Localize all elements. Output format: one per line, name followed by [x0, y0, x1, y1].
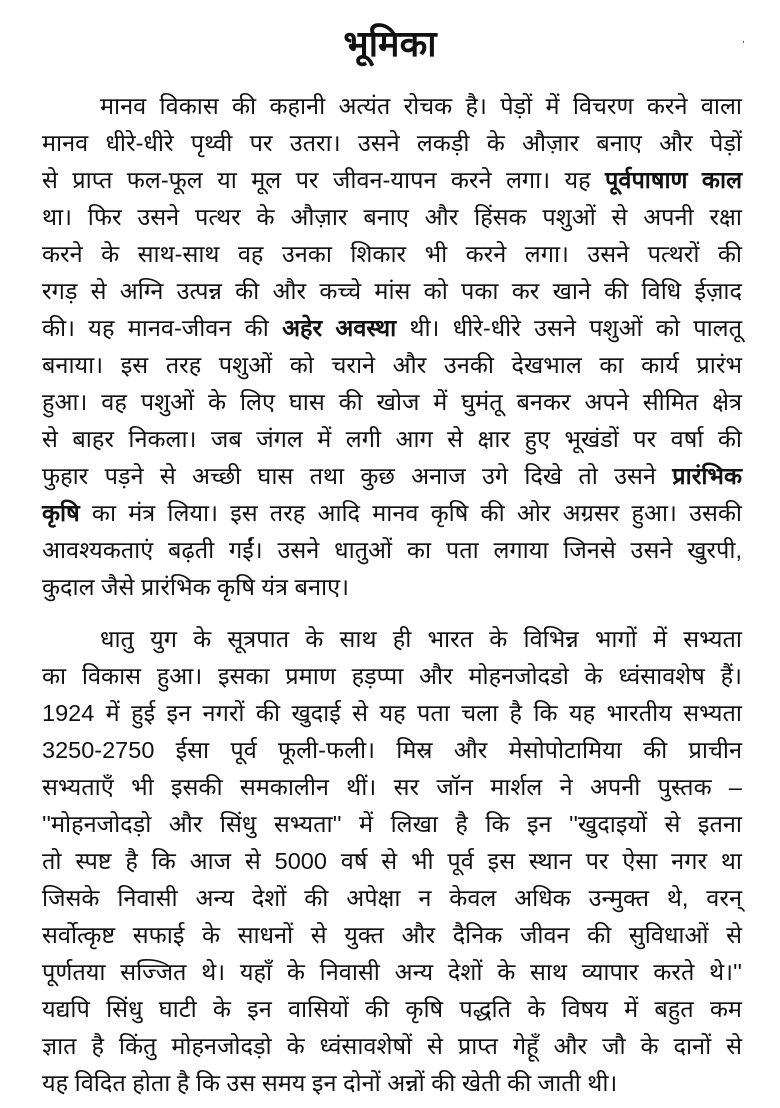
text-segment: तो स्पष्ट है कि आज से 5000 वर्ष से भी पूर्व इस स्थान पर ऐसा नगर था	[42, 848, 742, 874]
text-line	[42, 991, 742, 1028]
page-title: भूमिका	[343, 23, 437, 64]
text-segment: धातु युग के सूत्रपात के साथ ही भारत के विभिन्न भागों में सभ्यता	[100, 626, 742, 652]
text-line	[42, 421, 742, 458]
text-segment: ''मोहनजोदड़ो और सिंधु सभ्यता'' में लिखा है कि इन ''खुदाइयों से इतना	[42, 811, 742, 837]
text-segment: यद्यपि सिंधु घाटी के इन वासियों की कृषि पद्धति के विषय में बहुत कम	[42, 996, 742, 1022]
text-segment: मानव धीरे-धीरे पृथ्वी पर उतरा। उसने लकड़ी के औज़ार बनाए और पेड़ों	[42, 130, 742, 156]
text-segment: का विकास हुआ। इसका प्रमाण हड़प्पा और मोहनजोदडो के ध्वंसावशेष हैं।	[42, 663, 742, 689]
text-line	[42, 384, 742, 421]
text-line	[42, 695, 742, 732]
text-line	[42, 532, 742, 569]
text-segment: फुहार पड़ने से अच्छी घास तथा कुछ अनाज उगे दिखे तो उसने	[42, 463, 673, 489]
paragraph-2	[42, 621, 742, 1102]
text-line	[42, 495, 742, 532]
text-line	[42, 347, 742, 384]
text-segment: जिसके निवासी अन्य देशों की अपेक्षा न केवल अधिक उन्मुक्त थे, वरन्	[42, 885, 742, 911]
text-segment: का मंत्र लिया। इस तरह आदि मानव कृषि की ओर अग्रसर हुआ। उसकी	[79, 500, 742, 526]
text-line	[42, 273, 742, 310]
text-segment: था। फिर उसने पत्थर के औज़ार बनाए और हिंसक पशुओं से अपनी रक्षा	[42, 204, 742, 230]
bold-term: अहेर अवस्था	[282, 315, 397, 341]
text-line	[42, 88, 742, 125]
text-segment: से प्राप्त फल-फूल या मूल पर जीवन-यापन करने लगा। यह	[42, 167, 606, 193]
text-segment: पूर्णतया सज्जित थे। यहाँ के निवासी अन्य देशों के साथ व्यापार करते थे।''	[42, 959, 742, 985]
text-line	[42, 658, 742, 695]
text-segment: 3250-2750 ईसा पूर्व फूली-फली। मिस्र और मेसोपोटामिया की प्राचीन	[42, 737, 742, 763]
paragraph-1	[42, 88, 742, 606]
bold-term: कृषि	[42, 500, 80, 526]
text-segment: बनाया। इस तरह पशुओं को चराने और उनकी देखभाल का कार्य प्रारंभ	[42, 352, 742, 378]
text-line	[42, 1028, 742, 1065]
text-segment: मानव विकास की कहानी अत्यंत रोचक है। पेड़ों में विचरण करने वाला	[100, 93, 742, 119]
text-line	[42, 125, 742, 162]
text-line	[42, 621, 742, 658]
text-segment: ज्ञात है किंतु मोहनजोदड़ो के ध्वंसावशेषों से प्राप्त गेहूँ और जौ के दानों से	[42, 1033, 742, 1059]
text-segment: सभ्यताएँ भी इसकी समकालीन थीं। सर जॉन मार्शल ने अपनी पुस्तक –	[42, 774, 742, 800]
text-segment: 1924 में हुई इन नगरों की खुदाई से यह पता चला है कि यह भारतीय सभ्यता	[42, 700, 742, 726]
text-line	[42, 806, 742, 843]
text-line	[42, 843, 742, 880]
text-line	[42, 569, 742, 606]
scan-mark: ,	[742, 34, 745, 45]
text-segment: की। यह मानव-जीवन की	[42, 315, 283, 341]
text-line	[42, 458, 742, 495]
text-line	[42, 769, 742, 806]
bold-term: पूर्वपाषाण काल	[605, 167, 742, 193]
text-segment: कुदाल जैसे प्रारंभिक कृषि यंत्र बनाए।	[42, 574, 350, 600]
text-segment: सर्वोत्कृष्ट सफाई के साधनों से युक्त और दैनिक जीवन की सुविधाओं से	[42, 922, 742, 948]
text-segment: हुआ। वह पशुओं के लिए घास की खोज में घुमंतू बनकर अपने सीमित क्षेत्र	[42, 389, 742, 415]
bold-term: प्रारंभिक	[672, 463, 742, 489]
text-segment: से बाहर निकला। जब जंगल में लगी आग से क्षार हुए भूखंडों पर वर्षा की	[42, 426, 742, 452]
text-segment: आवश्यकताएं बढ़ती गईं। उसने धातुओं का पता लगाया जिनसे उसने खुरपी,	[42, 537, 742, 563]
text-line	[42, 880, 742, 917]
text-line	[42, 199, 742, 236]
text-line	[42, 954, 742, 991]
text-line	[42, 1065, 742, 1102]
text-line	[42, 236, 742, 273]
text-segment: करने के साथ-साथ वह उनका शिकार भी करने लगा। उसने पत्थरों की	[42, 241, 742, 267]
text-line	[42, 310, 742, 347]
text-line	[42, 917, 742, 954]
text-segment: थी। धीरे-धीरे उसने पशुओं को पालतू	[396, 315, 742, 341]
text-line	[42, 732, 742, 769]
text-line	[42, 162, 742, 199]
text-segment: यह विदित होता है कि उस समय इन दोनों अन्नों की खेती की जाती थी।	[42, 1070, 618, 1096]
text-segment: रगड़ से अग्नि उत्पन्न की और कच्चे मांस को पका कर खाने की विधि ईज़ाद	[42, 278, 742, 304]
